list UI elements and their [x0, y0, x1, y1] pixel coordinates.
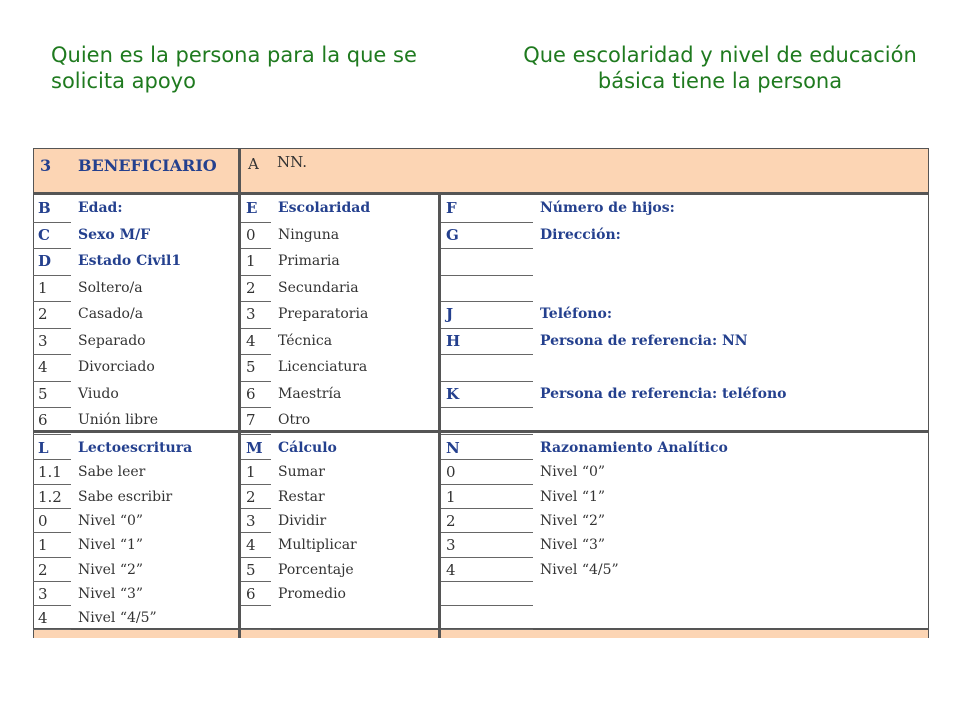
code-underline [33, 484, 71, 485]
mid_block-label: Maestría [278, 385, 342, 402]
lecto-code: 0 [38, 511, 48, 530]
beneficiary-form [33, 148, 929, 638]
left_block-code: 3 [38, 331, 48, 350]
code-underline [441, 459, 533, 460]
code-underline [241, 484, 271, 485]
mid_block-code: 7 [246, 411, 256, 429]
calculo-label: Multiplicar [278, 537, 357, 554]
left_block-code: 2 [38, 305, 48, 323]
code-underline [441, 629, 533, 630]
mid_block-label: Secundaria [278, 279, 359, 296]
col-divider-2 [438, 195, 441, 638]
code-underline [441, 508, 533, 509]
razonamiento-label: Nivel “4/5” [540, 561, 619, 578]
code-underline [241, 354, 271, 355]
left_block-label: Divorciado [78, 359, 155, 375]
code-underline [33, 222, 71, 223]
code-underline [441, 354, 533, 355]
mid_block-label: Licenciatura [278, 359, 368, 375]
mid_block-label: Preparatoria [278, 306, 369, 322]
right_block-label: Persona de referencia: teléfono [540, 385, 787, 402]
header-a-code: A [248, 155, 259, 173]
code-underline [441, 434, 533, 435]
lecto-code: 4 [38, 609, 48, 628]
razonamiento-code: N [446, 439, 460, 457]
code-underline [33, 248, 71, 249]
code-underline [33, 557, 71, 558]
code-underline [33, 434, 71, 435]
mid_block-label: Escolaridad [278, 200, 371, 216]
left_block-code: D [38, 252, 52, 270]
razonamiento-code: 2 [446, 511, 456, 530]
code-underline [241, 532, 271, 533]
right_block-label: Teléfono: [540, 306, 612, 322]
right_block-code: H [446, 331, 461, 350]
right_block-code: F [446, 199, 457, 217]
mid_block-label: Técnica [278, 332, 333, 349]
code-underline [441, 581, 533, 582]
lecto-code: 2 [38, 560, 48, 579]
calculo-code: 4 [246, 536, 256, 555]
mid_block-code: 1 [246, 252, 256, 270]
code-underline [33, 354, 71, 355]
code-underline [33, 381, 71, 382]
mid_block-label: Otro [278, 412, 311, 428]
header-divider [33, 148, 929, 149]
lecto-label: Nivel “4/5” [78, 610, 157, 627]
code-underline [33, 605, 71, 606]
code-underline [241, 629, 271, 630]
left_block-label: Estado Civil1 [78, 253, 182, 269]
mid_block-code: E [246, 199, 258, 217]
razonamiento-label: Nivel “1” [540, 488, 606, 505]
calculo-code: 2 [246, 487, 256, 506]
code-underline [441, 557, 533, 558]
razonamiento-label: Nivel “3” [540, 537, 606, 554]
right_block-label: Dirección: [540, 226, 621, 243]
lecto-code: L [38, 439, 49, 457]
razonamiento-label: Nivel “2” [540, 512, 606, 529]
razonamiento-code: 4 [446, 560, 456, 579]
calculo-label: Dividir [278, 512, 327, 529]
lecto-code: 1 [38, 536, 48, 555]
code-underline [241, 459, 271, 460]
mid_block-code: 0 [246, 225, 256, 244]
code-underline [33, 407, 71, 408]
lecto-code: 1.1 [38, 463, 62, 482]
right_block-label: Número de hijos: [540, 200, 675, 216]
razonamiento-code: 0 [446, 463, 456, 482]
code-underline [241, 581, 271, 582]
lecto-label: Nivel “2” [78, 561, 144, 578]
code-underline [441, 605, 533, 606]
code-underline [241, 275, 271, 276]
mid_block-code: 3 [246, 305, 256, 323]
left_block-code: C [38, 225, 50, 244]
code-underline [33, 532, 71, 533]
code-underline [441, 484, 533, 485]
code-underline [33, 629, 71, 630]
right_block-code: K [446, 384, 460, 403]
calculo-label: Porcentaje [278, 561, 354, 578]
header-a-value: NN. [277, 153, 308, 171]
caption-left: Quien es la persona para la que se solicita apoyo [51, 43, 417, 93]
left_block-label: Separado [78, 332, 146, 349]
mid_block-label: Ninguna [278, 226, 340, 243]
code-underline [33, 581, 71, 582]
left_block-label: Casado/a [78, 306, 144, 322]
header-bottom-border [33, 192, 929, 195]
lecto-label: Nivel “3” [78, 585, 144, 602]
code-underline [33, 328, 71, 329]
header-number: 3 [40, 156, 52, 175]
razonamiento-code: 1 [446, 487, 456, 506]
code-underline [241, 407, 271, 408]
calculo-code: 6 [246, 584, 256, 603]
calculo-label: Restar [278, 488, 325, 505]
calculo-code: M [246, 439, 263, 457]
code-underline [441, 222, 533, 223]
code-underline [33, 275, 71, 276]
right_block-code: G [446, 225, 459, 244]
header-title: BENEFICIARIO [78, 156, 217, 175]
left_block-label: Sexo M/F [78, 226, 151, 243]
lecto-label: Sabe escribir [78, 488, 173, 505]
razonamiento-code: 3 [446, 536, 456, 555]
code-underline [241, 605, 271, 606]
right_block-label: Persona de referencia: NN [540, 332, 748, 349]
code-underline [241, 248, 271, 249]
razonamiento-label: Razonamiento Analítico [540, 440, 728, 456]
calculo-label: Sumar [278, 464, 325, 481]
mid_block-label: Primaria [278, 253, 340, 269]
code-underline [33, 459, 71, 460]
code-underline [441, 275, 533, 276]
left_block-code: 5 [38, 384, 48, 403]
lecto-label: Lectoescritura [78, 440, 193, 456]
caption-right: Que escolaridad y nivel de educación básica tiene la persona [523, 43, 917, 93]
lecto-label: Nivel “1” [78, 537, 144, 554]
calculo-label: Cálculo [278, 440, 337, 456]
code-underline [441, 248, 533, 249]
left_block-code: 6 [38, 411, 48, 429]
calculo-code: 5 [246, 560, 256, 579]
code-underline [241, 508, 271, 509]
code-underline [33, 508, 71, 509]
lecto-code: 1.2 [38, 487, 62, 506]
left_block-code: 1 [38, 278, 48, 297]
left_block-label: Viudo [78, 385, 119, 402]
code-underline [241, 557, 271, 558]
footer-band [33, 630, 929, 638]
calculo-code: 1 [246, 463, 256, 482]
code-underline [441, 407, 533, 408]
calculo-label: Promedio [278, 585, 346, 602]
mid_block-code: 6 [246, 384, 256, 403]
code-underline [241, 434, 271, 435]
left_block-label: Soltero/a [78, 279, 143, 296]
razonamiento-label: Nivel “0” [540, 464, 606, 481]
lecto-code: 3 [38, 584, 48, 603]
left_block-code: B [38, 199, 51, 217]
lecto-label: Sabe leer [78, 464, 146, 481]
code-underline [241, 222, 271, 223]
right-border [928, 148, 929, 638]
left_block-code: 4 [38, 358, 48, 376]
code-underline [241, 328, 271, 329]
code-underline [441, 532, 533, 533]
code-underline [241, 381, 271, 382]
code-underline [241, 301, 271, 302]
right_block-code: J [446, 305, 454, 323]
code-underline [441, 381, 533, 382]
lecto-label: Nivel “0” [78, 512, 144, 529]
code-underline [33, 301, 71, 302]
left_block-label: Edad: [78, 200, 123, 216]
calculo-code: 3 [246, 511, 256, 530]
left_block-label: Unión libre [78, 412, 159, 428]
code-underline [441, 328, 533, 329]
mid_block-code: 4 [246, 331, 256, 350]
mid_block-code: 5 [246, 358, 256, 376]
code-underline [441, 301, 533, 302]
mid_block-code: 2 [246, 278, 256, 297]
